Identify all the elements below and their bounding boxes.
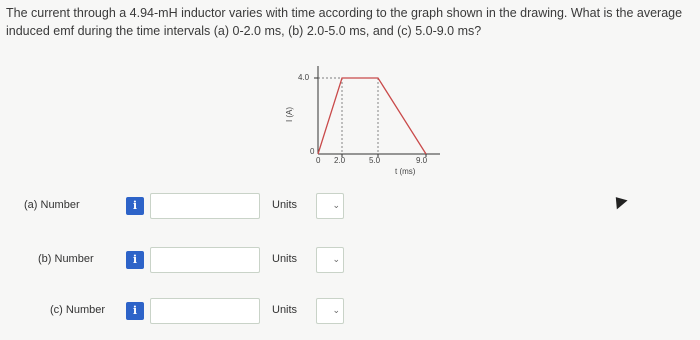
units-b-label: Units <box>272 253 298 265</box>
y-axis-label: I (A) <box>285 106 295 123</box>
x-axis-label: t (ms) <box>395 167 416 176</box>
answer-row-a <box>0 193 380 219</box>
question-text: The current through a 4.94-mH inductor varies with time according to the graph shown in the drawing. What is the average induced emf during the time intervals (a) 0-2.0 ms, (b) 2.0-5.0 ms, and (c) 5.0-9.0 ms? <box>6 6 683 38</box>
answer-c-label: (c) Number <box>50 304 106 316</box>
units-c-select[interactable] <box>316 298 344 324</box>
units-b-select[interactable] <box>316 247 344 273</box>
answer-b-label: (b) Number <box>38 253 94 265</box>
info-icon[interactable]: i <box>126 302 144 320</box>
origin-label-y: 0 <box>310 147 315 156</box>
mouse-cursor-icon <box>610 193 627 210</box>
answer-a-input[interactable] <box>150 193 260 219</box>
guide-lines <box>318 78 378 154</box>
origin-label-x: 0 <box>316 156 321 165</box>
info-icon[interactable]: i <box>126 251 144 269</box>
current-line <box>318 78 426 154</box>
chevron-down-icon: ⌄ <box>332 200 340 210</box>
answer-b-input[interactable] <box>150 247 260 273</box>
answer-row-c <box>0 298 380 324</box>
units-a-select[interactable] <box>316 193 344 219</box>
units-c-label: Units <box>272 304 298 316</box>
info-icon[interactable]: i <box>126 197 144 215</box>
y-tick-label-top: 4.0 <box>298 73 310 82</box>
units-a-label: Units <box>272 199 298 211</box>
x-tick-label: 5.0 <box>369 156 381 165</box>
current-time-graph <box>280 56 450 186</box>
x-tick-label: 9.0 <box>416 156 428 165</box>
answer-row-b <box>0 247 380 273</box>
answer-a-label: (a) Number <box>24 199 80 211</box>
x-tick-label: 2.0 <box>334 156 346 165</box>
chevron-down-icon: ⌄ <box>332 305 340 315</box>
chevron-down-icon: ⌄ <box>332 254 340 264</box>
answer-c-input[interactable] <box>150 298 260 324</box>
